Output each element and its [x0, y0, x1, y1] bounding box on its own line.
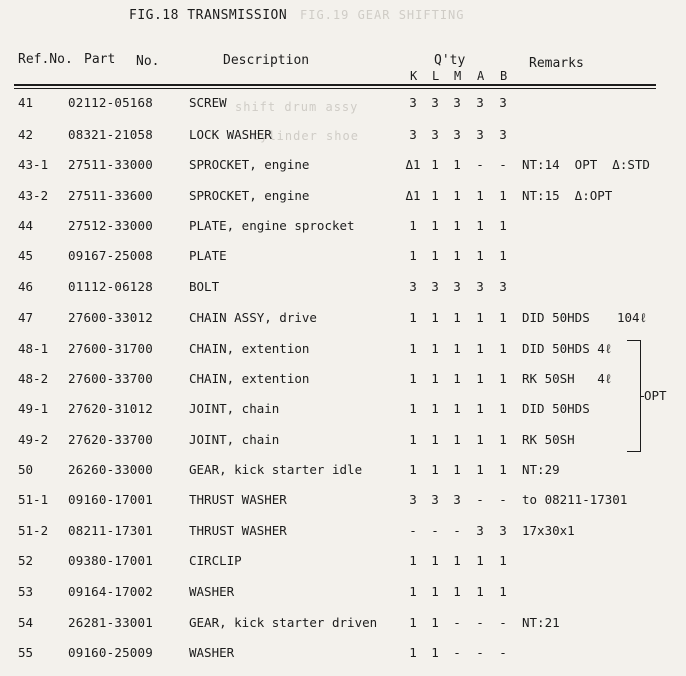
part-no: 02112-05168 — [68, 95, 153, 110]
ref-no: 44 — [18, 218, 34, 233]
qty-b: 1 — [499, 371, 507, 386]
qty-k: 3 — [409, 492, 417, 507]
ref-no: 49-1 — [18, 401, 49, 416]
part-no: 08211-17301 — [68, 523, 153, 538]
part-no: 27620-33700 — [68, 432, 153, 447]
header-rule-thick — [14, 84, 656, 86]
description: WASHER — [189, 584, 235, 599]
part-no: 01112-06128 — [68, 279, 153, 294]
remarks: NT:29 — [522, 462, 560, 477]
description: JOINT, chain — [189, 401, 280, 416]
remarks: NT:21 — [522, 615, 560, 630]
qty-b: 1 — [499, 584, 507, 599]
ref-no: 43-2 — [18, 188, 49, 203]
bleed-through-title: FIG.19 GEAR SHIFTING — [300, 8, 465, 22]
qty-l: 1 — [431, 157, 439, 172]
part-no: 09380-17001 — [68, 553, 153, 568]
table-row — [0, 279, 686, 301]
ref-no: 55 — [18, 645, 34, 660]
qty-b: - — [499, 645, 507, 660]
description: CHAIN ASSY, drive — [189, 310, 317, 325]
qty-m: 1 — [453, 248, 461, 263]
qty-k: 1 — [409, 310, 417, 325]
header-qty-k: K — [410, 69, 418, 83]
description: SPROCKET, engine — [189, 157, 310, 172]
qty-k: 1 — [409, 371, 417, 386]
ref-no: 43-1 — [18, 157, 49, 172]
qty-b: - — [499, 615, 507, 630]
qty-a: 1 — [476, 218, 484, 233]
qty-b: 1 — [499, 218, 507, 233]
qty-a: 3 — [476, 95, 484, 110]
ref-no: 48-2 — [18, 371, 49, 386]
part-no: 09167-25008 — [68, 248, 153, 263]
header-qty-b: B — [500, 69, 508, 83]
description: GEAR, kick starter idle — [189, 462, 363, 477]
qty-m: 3 — [453, 492, 461, 507]
part-no: 27620-31012 — [68, 401, 153, 416]
ref-no: 49-2 — [18, 432, 49, 447]
qty-k: 1 — [409, 218, 417, 233]
qty-l: 1 — [431, 188, 439, 203]
qty-a: 1 — [476, 310, 484, 325]
part-no: 09164-17002 — [68, 584, 153, 599]
ref-no: 51-1 — [18, 492, 49, 507]
qty-k: 1 — [409, 645, 417, 660]
part-no: 27600-33012 — [68, 310, 153, 325]
description: PLATE, engine sprocket — [189, 218, 355, 233]
ref-no: 54 — [18, 615, 34, 630]
header-no: No. — [136, 54, 160, 69]
remarks: DID 50HDS 4ℓ — [522, 341, 613, 356]
qty-a: 1 — [476, 553, 484, 568]
header-qty-m: M — [454, 69, 462, 83]
ref-no: 45 — [18, 248, 34, 263]
qty-m: - — [453, 615, 461, 630]
part-no: 08321-21058 — [68, 127, 153, 142]
table-row — [0, 401, 686, 423]
qty-a: 1 — [476, 188, 484, 203]
qty-k: 1 — [409, 341, 417, 356]
description: SCREW — [189, 95, 227, 110]
remarks: RK 50SH — [522, 432, 575, 447]
qty-m: 3 — [453, 95, 461, 110]
part-no: 27512-33000 — [68, 218, 153, 233]
qty-a: - — [476, 615, 484, 630]
description: CHAIN, extention — [189, 371, 310, 386]
qty-l: 1 — [431, 432, 439, 447]
qty-a: 1 — [476, 462, 484, 477]
header-ref-no: Ref.No. — [18, 52, 73, 67]
ref-no: 48-1 — [18, 341, 49, 356]
header-description: Description — [223, 53, 310, 68]
description: PLATE — [189, 248, 227, 263]
description: CIRCLIP — [189, 553, 242, 568]
header-rule-thin — [14, 88, 656, 89]
table-row — [0, 432, 686, 454]
qty-k: Δ1 — [405, 188, 421, 203]
qty-m: 1 — [453, 341, 461, 356]
table-row — [0, 645, 686, 667]
opt-label: OPT — [644, 388, 667, 403]
part-no: 27511-33000 — [68, 157, 153, 172]
qty-l: 1 — [431, 553, 439, 568]
qty-b: 1 — [499, 248, 507, 263]
qty-k: 1 — [409, 584, 417, 599]
description: LOCK WASHER — [189, 127, 272, 142]
remarks-extra: 104ℓ — [617, 310, 648, 325]
qty-m: 1 — [453, 432, 461, 447]
qty-m: 1 — [453, 157, 461, 172]
ref-no: 42 — [18, 127, 34, 142]
qty-a: 3 — [476, 279, 484, 294]
remarks: NT:15 Δ:OPT — [522, 188, 613, 203]
table-row — [0, 95, 686, 117]
qty-l: - — [431, 523, 439, 538]
qty-l: 1 — [431, 584, 439, 599]
remarks: DID 50HDS — [522, 310, 590, 325]
ref-no: 46 — [18, 279, 34, 294]
qty-b: 1 — [499, 553, 507, 568]
header-qty: Q'ty — [434, 53, 466, 68]
remarks: to 08211-17301 — [522, 492, 628, 507]
qty-k: 3 — [409, 127, 417, 142]
qty-a: - — [476, 492, 484, 507]
qty-a: 1 — [476, 432, 484, 447]
qty-m: 1 — [453, 218, 461, 233]
qty-m: - — [453, 523, 461, 538]
ref-no: 50 — [18, 462, 34, 477]
qty-a: 1 — [476, 584, 484, 599]
qty-k: - — [409, 523, 417, 538]
part-no: 27511-33600 — [68, 188, 153, 203]
qty-l: 1 — [431, 401, 439, 416]
table-row — [0, 492, 686, 514]
header-part: Part — [84, 52, 116, 67]
qty-b: 3 — [499, 95, 507, 110]
description: GEAR, kick starter driven — [189, 615, 378, 630]
qty-k: 1 — [409, 462, 417, 477]
part-no: 09160-25009 — [68, 645, 153, 660]
remarks: RK 50SH 4ℓ — [522, 371, 613, 386]
qty-a: 1 — [476, 341, 484, 356]
remarks: NT:14 OPT Δ:STD — [522, 157, 650, 172]
figure-title: FIG.18 TRANSMISSION — [129, 8, 288, 23]
qty-b: 1 — [499, 432, 507, 447]
qty-a: - — [476, 645, 484, 660]
qty-m: 1 — [453, 371, 461, 386]
qty-a: 3 — [476, 523, 484, 538]
description: JOINT, chain — [189, 432, 280, 447]
opt-bracket-top — [627, 340, 640, 341]
qty-l: 3 — [431, 95, 439, 110]
qty-m: 3 — [453, 279, 461, 294]
description: WASHER — [189, 645, 235, 660]
qty-l: 1 — [431, 248, 439, 263]
qty-k: Δ1 — [405, 157, 421, 172]
header-remarks: Remarks — [529, 56, 584, 71]
qty-a: 3 — [476, 127, 484, 142]
table-row — [0, 127, 686, 149]
qty-m: 1 — [453, 188, 461, 203]
qty-k: 3 — [409, 95, 417, 110]
ref-no: 51-2 — [18, 523, 49, 538]
remarks: DID 50HDS — [522, 401, 590, 416]
qty-b: 1 — [499, 341, 507, 356]
header-qty-a: A — [477, 69, 485, 83]
qty-k: 3 — [409, 279, 417, 294]
table-row — [0, 157, 686, 179]
qty-a: 1 — [476, 371, 484, 386]
table-row — [0, 553, 686, 575]
qty-m: 1 — [453, 401, 461, 416]
table-row — [0, 615, 686, 637]
table-row — [0, 584, 686, 606]
opt-bracket-bottom — [627, 451, 640, 452]
qty-b: 1 — [499, 310, 507, 325]
qty-m: 1 — [453, 584, 461, 599]
description: SPROCKET, engine — [189, 188, 310, 203]
qty-l: 1 — [431, 341, 439, 356]
part-no: 27600-31700 — [68, 341, 153, 356]
remarks: 17x30x1 — [522, 523, 575, 538]
table-row — [0, 248, 686, 270]
qty-b: - — [499, 157, 507, 172]
qty-k: 1 — [409, 553, 417, 568]
table-row — [0, 523, 686, 545]
qty-a: - — [476, 157, 484, 172]
qty-k: 1 — [409, 432, 417, 447]
qty-b: 1 — [499, 188, 507, 203]
description: BOLT — [189, 279, 220, 294]
qty-l: 1 — [431, 310, 439, 325]
qty-l: 3 — [431, 492, 439, 507]
part-no: 26260-33000 — [68, 462, 153, 477]
qty-m: 1 — [453, 462, 461, 477]
qty-l: 1 — [431, 371, 439, 386]
part-no: 27600-33700 — [68, 371, 153, 386]
qty-l: 1 — [431, 615, 439, 630]
description: THRUST WASHER — [189, 523, 287, 538]
table-row — [0, 188, 686, 210]
qty-b: - — [499, 492, 507, 507]
qty-m: 3 — [453, 127, 461, 142]
qty-k: 1 — [409, 248, 417, 263]
table-row — [0, 310, 686, 332]
table-row — [0, 371, 686, 393]
ref-no: 52 — [18, 553, 34, 568]
qty-k: 1 — [409, 401, 417, 416]
qty-l: 1 — [431, 218, 439, 233]
qty-a: 1 — [476, 401, 484, 416]
header-qty-l: L — [432, 69, 440, 83]
table-row — [0, 341, 686, 363]
qty-l: 1 — [431, 462, 439, 477]
part-no: 09160-17001 — [68, 492, 153, 507]
qty-l: 1 — [431, 645, 439, 660]
table-row — [0, 462, 686, 484]
qty-b: 3 — [499, 127, 507, 142]
qty-m: - — [453, 645, 461, 660]
table-row — [0, 218, 686, 240]
ref-no: 47 — [18, 310, 34, 325]
qty-l: 3 — [431, 127, 439, 142]
qty-b: 1 — [499, 401, 507, 416]
qty-b: 1 — [499, 462, 507, 477]
qty-m: 1 — [453, 553, 461, 568]
qty-a: 1 — [476, 248, 484, 263]
qty-b: 3 — [499, 523, 507, 538]
bleed-through-text: shift drum assy — [235, 100, 359, 114]
ref-no: 53 — [18, 584, 34, 599]
qty-m: 1 — [453, 310, 461, 325]
qty-b: 3 — [499, 279, 507, 294]
qty-l: 3 — [431, 279, 439, 294]
part-no: 26281-33001 — [68, 615, 153, 630]
description: CHAIN, extention — [189, 341, 310, 356]
description: THRUST WASHER — [189, 492, 287, 507]
bleed-through-text: cylinder shoe — [252, 129, 359, 143]
qty-k: 1 — [409, 615, 417, 630]
ref-no: 41 — [18, 95, 34, 110]
